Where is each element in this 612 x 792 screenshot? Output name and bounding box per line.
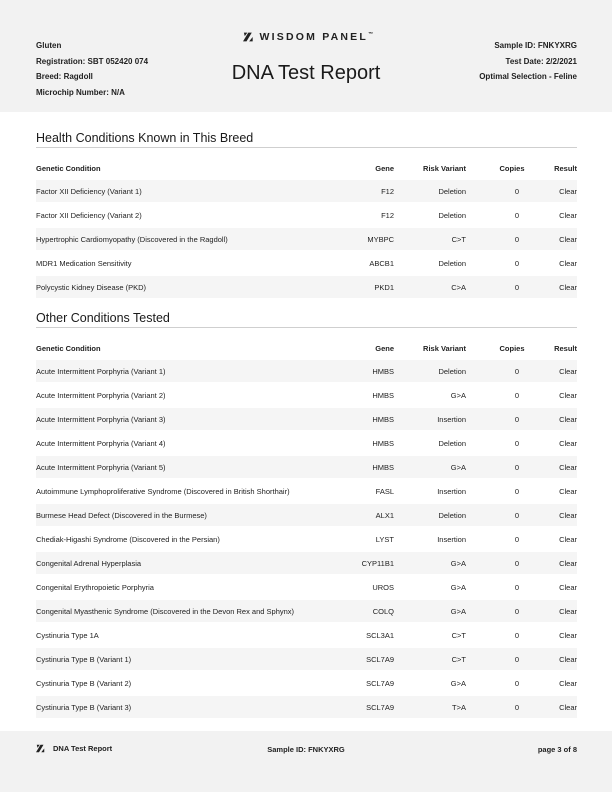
cell-result: Clear (559, 702, 577, 712)
cell-copies: 0 (514, 234, 520, 244)
cell-risk-variant: T>A (452, 702, 466, 712)
col-copies: Copies (499, 343, 525, 353)
cell-condition: Polycystic Kidney Disease (PKD) (36, 282, 147, 292)
section-divider (36, 147, 577, 148)
cell-condition: Acute Intermittent Porphyria (Variant 5) (36, 462, 166, 472)
section-title-other: Other Conditions Tested (36, 311, 170, 325)
col-copies: Copies (499, 163, 525, 173)
cell-condition: Chediak-Higashi Syndrome (Discovered in the Persian) (36, 534, 220, 544)
cell-gene: MYBPC (367, 234, 394, 244)
cell-result: Clear (559, 282, 577, 292)
report-title: DNA Test Report (231, 62, 381, 84)
col-risk-variant: Risk Variant (423, 343, 466, 353)
cell-risk-variant: C>T (451, 654, 466, 664)
cell-result: Clear (559, 234, 577, 244)
table-row (36, 180, 577, 202)
table-row (36, 432, 577, 454)
cell-gene: F12 (381, 210, 394, 220)
cell-gene: HMBS (372, 414, 394, 424)
cell-condition: Congenital Myasthenic Syndrome (Discovered in the Devon Rex and Sphynx) (36, 606, 295, 616)
table-row (36, 552, 577, 574)
cell-condition: Congenital Erythropoietic Porphyria (36, 582, 154, 592)
cell-gene: CYP11B1 (361, 558, 394, 568)
section-title-breed: Health Conditions Known in This Breed (36, 131, 254, 145)
cell-condition: Acute Intermittent Porphyria (Variant 2) (36, 390, 166, 400)
cell-risk-variant: Insertion (437, 486, 466, 496)
table-row (36, 480, 577, 502)
cell-result: Clear (559, 582, 577, 592)
cell-risk-variant: C>T (451, 630, 466, 640)
cell-gene: UROS (372, 582, 394, 592)
sample-info (479, 38, 577, 85)
cell-risk-variant: C>T (451, 234, 466, 244)
cell-risk-variant: Deletion (438, 186, 466, 196)
footer-report-name: DNA Test Report (53, 744, 113, 753)
section-divider (36, 327, 577, 328)
cell-condition: Cystinuria Type B (Variant 1) (36, 654, 132, 664)
cell-gene: SCL3A1 (366, 630, 394, 640)
cell-condition: Burmese Head Defect (Discovered in the Burmese) (36, 510, 207, 520)
cell-result: Clear (559, 366, 577, 376)
report-footer (0, 731, 612, 792)
cell-condition: Hypertrophic Cardiomyopathy (Discovered in the Ragdoll) (36, 234, 228, 244)
test-date: Test Date: 2/2/2021 (505, 56, 577, 66)
cell-copies: 0 (514, 462, 520, 472)
cell-result: Clear (559, 630, 577, 640)
cell-result: Clear (559, 186, 577, 196)
cell-result: Clear (559, 606, 577, 616)
cell-risk-variant: G>A (450, 390, 466, 400)
cell-condition: Factor XII Deficiency (Variant 2) (36, 210, 142, 220)
cell-condition: Cystinuria Type B (Variant 3) (36, 702, 132, 712)
col-risk-variant: Risk Variant (423, 163, 466, 173)
cell-result: Clear (559, 654, 577, 664)
col-condition: Genetic Condition (36, 163, 101, 173)
cell-gene: SCL7A9 (366, 702, 394, 712)
page-number: page 3 of 8 (537, 745, 577, 754)
col-result: Result (554, 163, 577, 173)
cell-result: Clear (559, 486, 577, 496)
cell-copies: 0 (514, 582, 520, 592)
cell-risk-variant: G>A (450, 558, 466, 568)
table-header-breed (36, 161, 577, 175)
cell-gene: FASL (375, 486, 394, 496)
cell-copies: 0 (514, 606, 520, 616)
table-row (36, 456, 577, 478)
cell-gene: HMBS (372, 462, 394, 472)
cell-condition: Acute Intermittent Porphyria (Variant 3) (36, 414, 166, 424)
col-condition: Genetic Condition (36, 343, 101, 353)
table-header-other (36, 341, 577, 355)
table-row (36, 504, 577, 526)
cell-result: Clear (559, 414, 577, 424)
test-product: Optimal Selection - Feline (479, 72, 577, 81)
cell-copies: 0 (514, 438, 520, 448)
table-row (36, 624, 577, 646)
cell-result: Clear (559, 462, 577, 472)
cell-gene: HMBS (372, 438, 394, 448)
footer-sample-id: Sample ID: FNKYXRG (267, 745, 345, 754)
table-row (36, 276, 577, 298)
cell-copies: 0 (514, 678, 520, 688)
table-row (36, 228, 577, 250)
cell-result: Clear (559, 678, 577, 688)
cell-gene: LYST (375, 534, 394, 544)
cell-copies: 0 (514, 414, 520, 424)
cell-gene: ALX1 (375, 510, 394, 520)
breed: Breed: Ragdoll (36, 72, 93, 81)
table-row (36, 252, 577, 274)
cell-gene: F12 (381, 186, 394, 196)
cell-copies: 0 (514, 702, 520, 712)
cell-risk-variant: Deletion (438, 258, 466, 268)
registration: Registration: SBT 052420 074 (36, 56, 149, 66)
cell-gene: HMBS (372, 366, 394, 376)
table-row (36, 696, 577, 718)
table-row (36, 648, 577, 670)
cell-condition: Autoimmune Lymphoproliferative Syndrome (Discovered in British Shorthair) (36, 486, 290, 496)
col-result: Result (554, 343, 577, 353)
table-row (36, 576, 577, 598)
cell-copies: 0 (514, 186, 520, 196)
cell-copies: 0 (514, 654, 520, 664)
cell-condition: Acute Intermittent Porphyria (Variant 1) (36, 366, 166, 376)
table-row (36, 528, 577, 550)
cell-gene: SCL7A9 (366, 678, 394, 688)
cell-risk-variant: C>A (451, 282, 466, 292)
cell-result: Clear (559, 390, 577, 400)
cell-condition: Congenital Adrenal Hyperplasia (36, 558, 142, 568)
cell-copies: 0 (514, 534, 520, 544)
cell-condition: Cystinuria Type 1A (36, 630, 99, 640)
cell-result: Clear (559, 534, 577, 544)
table-row (36, 384, 577, 406)
cell-gene: PKD1 (374, 282, 394, 292)
sample-id: Sample ID: FNKYXRG (494, 41, 577, 50)
table-row (36, 360, 577, 382)
cell-risk-variant: Deletion (438, 210, 466, 220)
cell-copies: 0 (514, 486, 520, 496)
cell-condition: Acute Intermittent Porphyria (Variant 4) (36, 438, 166, 448)
cell-risk-variant: G>A (450, 606, 466, 616)
microchip-number: Microchip Number: N/A (36, 87, 125, 97)
cell-copies: 0 (514, 558, 520, 568)
table-row (36, 600, 577, 622)
cell-risk-variant: Deletion (438, 366, 466, 376)
cell-copies: 0 (514, 282, 520, 292)
report-header (0, 0, 612, 112)
cell-result: Clear (559, 438, 577, 448)
cell-copies: 0 (514, 510, 520, 520)
brand-name: WISDOM PANEL™ (259, 31, 373, 43)
table-row (36, 204, 577, 226)
cell-copies: 0 (514, 390, 520, 400)
cell-risk-variant: G>A (450, 678, 466, 688)
cell-risk-variant: Deletion (438, 510, 466, 520)
wisdom-panel-logo-icon (243, 31, 254, 43)
col-gene: Gene (375, 343, 394, 353)
cell-gene: SCL7A9 (366, 654, 394, 664)
cell-copies: 0 (514, 210, 520, 220)
cell-gene: HMBS (372, 390, 394, 400)
cell-gene: ABCB1 (369, 258, 394, 268)
table-row (36, 408, 577, 430)
cell-copies: 0 (514, 630, 520, 640)
cell-risk-variant: G>A (450, 462, 466, 472)
cell-risk-variant: G>A (450, 582, 466, 592)
cell-condition: Cystinuria Type B (Variant 2) (36, 678, 132, 688)
pet-name: Gluten (36, 41, 62, 50)
cell-risk-variant: Insertion (437, 414, 466, 424)
col-gene: Gene (375, 163, 394, 173)
wisdom-panel-logo (243, 30, 373, 44)
cell-risk-variant: Insertion (437, 534, 466, 544)
cell-result: Clear (559, 510, 577, 520)
cell-copies: 0 (514, 366, 520, 376)
cell-gene: COLQ (372, 606, 394, 616)
cell-risk-variant: Deletion (438, 438, 466, 448)
cell-result: Clear (559, 558, 577, 568)
cell-result: Clear (559, 210, 577, 220)
table-row (36, 672, 577, 694)
cell-condition: MDR1 Medication Sensitivity (36, 258, 132, 268)
cell-condition: Factor XII Deficiency (Variant 1) (36, 186, 142, 196)
cell-result: Clear (559, 258, 577, 268)
cell-copies: 0 (514, 258, 520, 268)
